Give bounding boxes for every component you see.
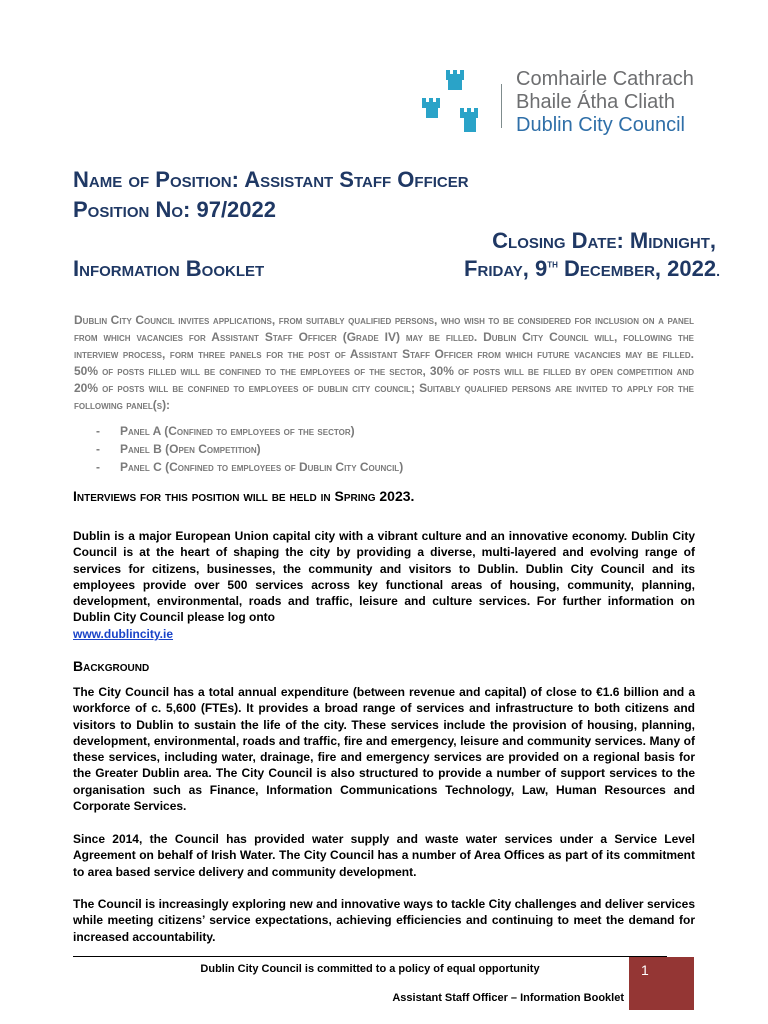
panel-list <box>96 422 403 476</box>
footer-equal-opportunity: Dublin City Council is committed to a policy of equal opportunity <box>200 963 540 975</box>
interviews-notice: Interviews for this position will be held in Spring 2023. <box>73 488 415 504</box>
dublin-city-council-logo <box>420 68 720 140</box>
closing-day-suffix: th <box>547 256 558 271</box>
list-item: - Panel A (Confined to employees of the sector) <box>96 424 355 438</box>
closing-date-line1: Closing Date: Midnight, <box>492 228 716 253</box>
footer-booklet-title: Assistant Staff Officer – Information Booklet <box>392 992 624 1004</box>
panel-c: Panel C (Confined to employees of Dublin City Council) <box>120 460 404 474</box>
dublin-paragraph <box>73 528 695 642</box>
logo-text <box>516 68 694 137</box>
panel-a: Panel A (Confined to employees of the sector) <box>120 424 355 438</box>
position-no-value: 97/2022 <box>196 197 276 222</box>
background-paragraph-1: The City Council has a total annual expenditure (between revenue and capital) of close to €1.6 billion and a workforce of c. 5,600 (FTEs). It provides a broad range of services and infrastructure to both citizens and visitors to Dublin to sustain the life of the city. These services include the provision of housing, planning, development, environmental, roads and traffic, fire and emergency, leisure and community services. Many of these services, including water, drainage, fire and emergency services are provided on a regional basis for the Greater Dublin area. The City Council is also structured to provide a number of support services to the organisation such as Finance, Information Communications Technology, Law, Human Resources and Corporate Services. <box>73 685 695 814</box>
castle-towers-icon <box>420 68 490 138</box>
background-paragraph-2: Since 2014, the Council has provided water supply and waste water services under a Service Level Agreement on behalf of Irish Water. The City Council has a number of Area Offices as part of its commitment to area based service delivery and community development. <box>73 832 695 879</box>
list-item: - Panel C (Confined to employees of Dublin City Council) <box>96 460 404 474</box>
background-paragraph-3: The Council is increasingly exploring new and innovative ways to tackle City challenges and deliver services while meeting citizens’ service expectations, achieving efficiencies and continuing to meet the demand for increased accountability. <box>73 897 695 944</box>
closing-date-line2 <box>464 256 720 282</box>
closing-period: . <box>716 263 720 279</box>
panel-b: Panel B (Open Competition) <box>120 442 261 456</box>
closing-day: Friday, 9 <box>464 256 548 281</box>
logo-line-irish-2: Bhaile Átha Cliath <box>516 91 675 113</box>
page-number: 1 <box>641 962 649 978</box>
position-no-label: Position No: <box>73 197 191 222</box>
invitation-paragraph: Dublin City Council invites applications, from suitably qualified persons, who wish to be considered for inclusion on a panel from which vacancies for Assistant Staff Officer (Grade IV) may be filled. Dublin City Council will, following the interview process, form three panels for the post of Assistant Staff Officer from which future vacancies may be filled. 50% of posts filled will be confined to the employees of the sector, 30% of posts will be filled by open competition and 20% of posts will be confined to employees of dublin city council; Suitably qualified persons are invited to apply for the following panel(s): <box>74 313 694 412</box>
page-number-box <box>629 957 694 1010</box>
position-name-heading: Name of Position: Assistant Staff Officer <box>73 167 469 192</box>
position-number-heading <box>73 197 276 223</box>
closing-month-year: December, 2022 <box>557 256 717 281</box>
logo-divider <box>501 84 502 128</box>
dublin-paragraph-text: Dublin is a major European Union capital city with a vibrant culture and an innovative economy. Dublin City Council is at the heart of shaping the city by providing a diverse, multi-layered and evolving range of services for citizens, businesses, the community and visitors to Dublin. Dublin City Council and its employees provide over 500 services across key functional areas of housing, community, planning, development, environmental, roads and traffic, leisure and culture services. For further information on Dublin City Council please log onto <box>73 529 695 625</box>
list-item: - Panel B (Open Competition) <box>96 442 261 456</box>
background-heading: Background <box>73 658 150 674</box>
logo-line-english: Dublin City Council <box>516 114 685 136</box>
website-link[interactable]: www.dublincity.ie <box>73 626 174 641</box>
logo-line-irish-1: Comhairle Cathrach <box>516 68 694 90</box>
information-booklet-heading: Information Booklet <box>73 256 265 281</box>
footer-divider <box>73 956 667 957</box>
